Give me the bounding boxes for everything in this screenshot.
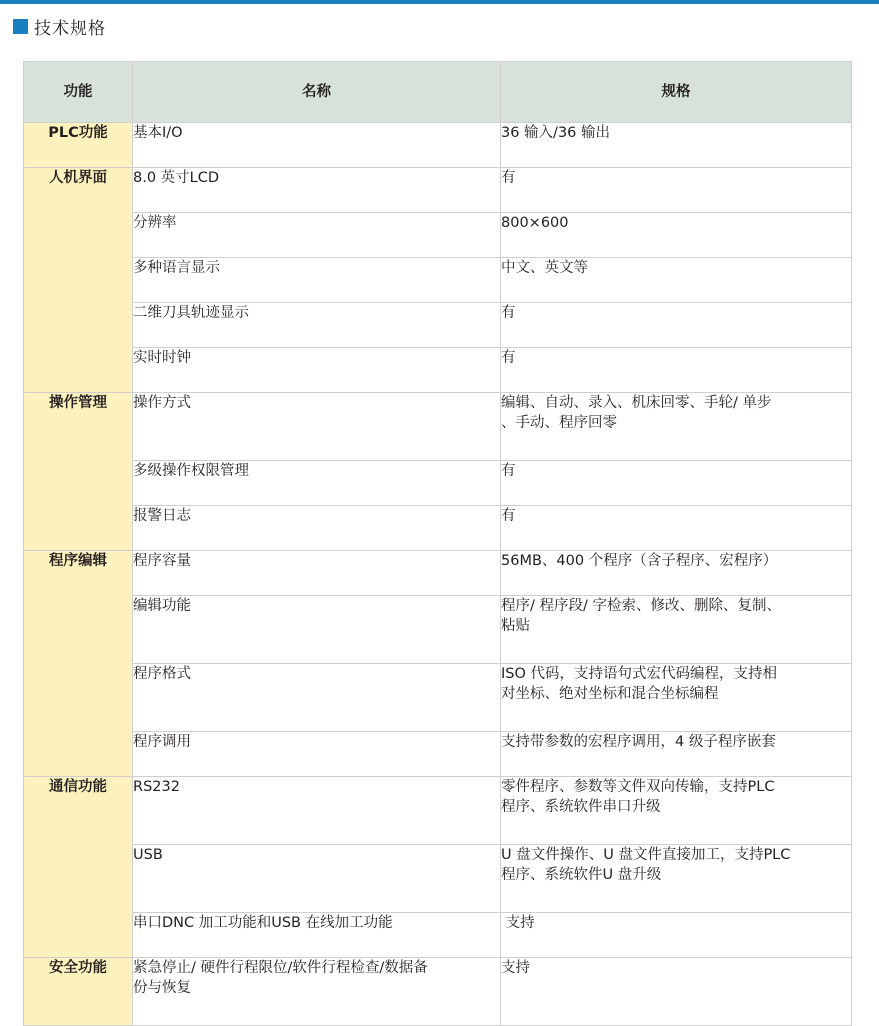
table-row [24, 732, 852, 777]
spec-cell: 零件程序、参数等文件双向传输，支持PLC 程序、系统软件串口升级 [501, 777, 852, 845]
function-cell: 人机界面 [24, 168, 133, 393]
table-row [24, 777, 852, 845]
name-cell: 实时时钟 [133, 348, 501, 393]
table-row [24, 461, 852, 506]
spec-cell: 有 [501, 348, 852, 393]
table-row [24, 913, 852, 958]
name-cell: 程序调用 [133, 732, 501, 777]
table-row [24, 845, 852, 913]
heading-square-icon [13, 19, 28, 34]
table-row [24, 506, 852, 551]
spec-cell: 支持 [501, 958, 852, 1026]
name-cell: 二维刀具轨迹显示 [133, 303, 501, 348]
table-row [24, 664, 852, 732]
header-row [24, 62, 852, 123]
section-heading [13, 14, 106, 38]
name-cell: 多级操作权限管理 [133, 461, 501, 506]
header-spec: 规格 [501, 62, 852, 123]
name-cell: 多种语言显示 [133, 258, 501, 303]
spec-cell: 支持 [501, 913, 852, 958]
spec-cell: 有 [501, 461, 852, 506]
spec-cell: 有 [501, 303, 852, 348]
table-row [24, 258, 852, 303]
table-row [24, 123, 852, 168]
function-cell: 操作管理 [24, 393, 133, 551]
spec-cell: 中文、英文等 [501, 258, 852, 303]
name-cell: 程序容量 [133, 551, 501, 596]
name-cell: 编辑功能 [133, 596, 501, 664]
spec-cell: U 盘文件操作、U 盘文件直接加工，支持PLC 程序、系统软件U 盘升级 [501, 845, 852, 913]
top-accent-line [0, 0, 879, 4]
spec-cell: 编辑、自动、录入、机床回零、手轮/ 单步 、手动、程序回零 [501, 393, 852, 461]
name-cell: 操作方式 [133, 393, 501, 461]
table-row [24, 168, 852, 213]
function-cell: 安全功能 [24, 958, 133, 1026]
spec-cell: ISO 代码，支持语句式宏代码编程，支持相 对坐标、绝对坐标和混合坐标编程 [501, 664, 852, 732]
table-row [24, 393, 852, 461]
spec-cell: 800×600 [501, 213, 852, 258]
spec-cell: 36 输入/36 输出 [501, 123, 852, 168]
table-row [24, 213, 852, 258]
header-function: 功能 [24, 62, 133, 123]
name-cell: 分辨率 [133, 213, 501, 258]
section-title: 技术规格 [34, 18, 106, 39]
name-cell: RS232 [133, 777, 501, 845]
table-row [24, 958, 852, 1026]
table-row [24, 551, 852, 596]
spec-cell: 有 [501, 506, 852, 551]
table-row [24, 596, 852, 664]
table-row [24, 348, 852, 393]
spec-cell: 56MB、400 个程序（含子程序、宏程序） [501, 551, 852, 596]
spec-cell: 支持带参数的宏程序调用，4 级子程序嵌套 [501, 732, 852, 777]
function-cell: PLC功能 [24, 123, 133, 168]
header-name: 名称 [133, 62, 501, 123]
spec-cell: 有 [501, 168, 852, 213]
name-cell: 串口DNC 加工功能和USB 在线加工功能 [133, 913, 501, 958]
spec-cell: 程序/ 程序段/ 字检索、修改、删除、复制、 粘贴 [501, 596, 852, 664]
name-cell: 基本I/O [133, 123, 501, 168]
name-cell: USB [133, 845, 501, 913]
spec-table [23, 61, 852, 1026]
name-cell: 报警日志 [133, 506, 501, 551]
function-cell: 程序编辑 [24, 551, 133, 777]
function-cell: 通信功能 [24, 777, 133, 958]
name-cell: 8.0 英寸LCD [133, 168, 501, 213]
table-row [24, 303, 852, 348]
name-cell: 程序格式 [133, 664, 501, 732]
name-cell: 紧急停止/ 硬件行程限位/软件行程检查/数据备 份与恢复 [133, 958, 501, 1026]
